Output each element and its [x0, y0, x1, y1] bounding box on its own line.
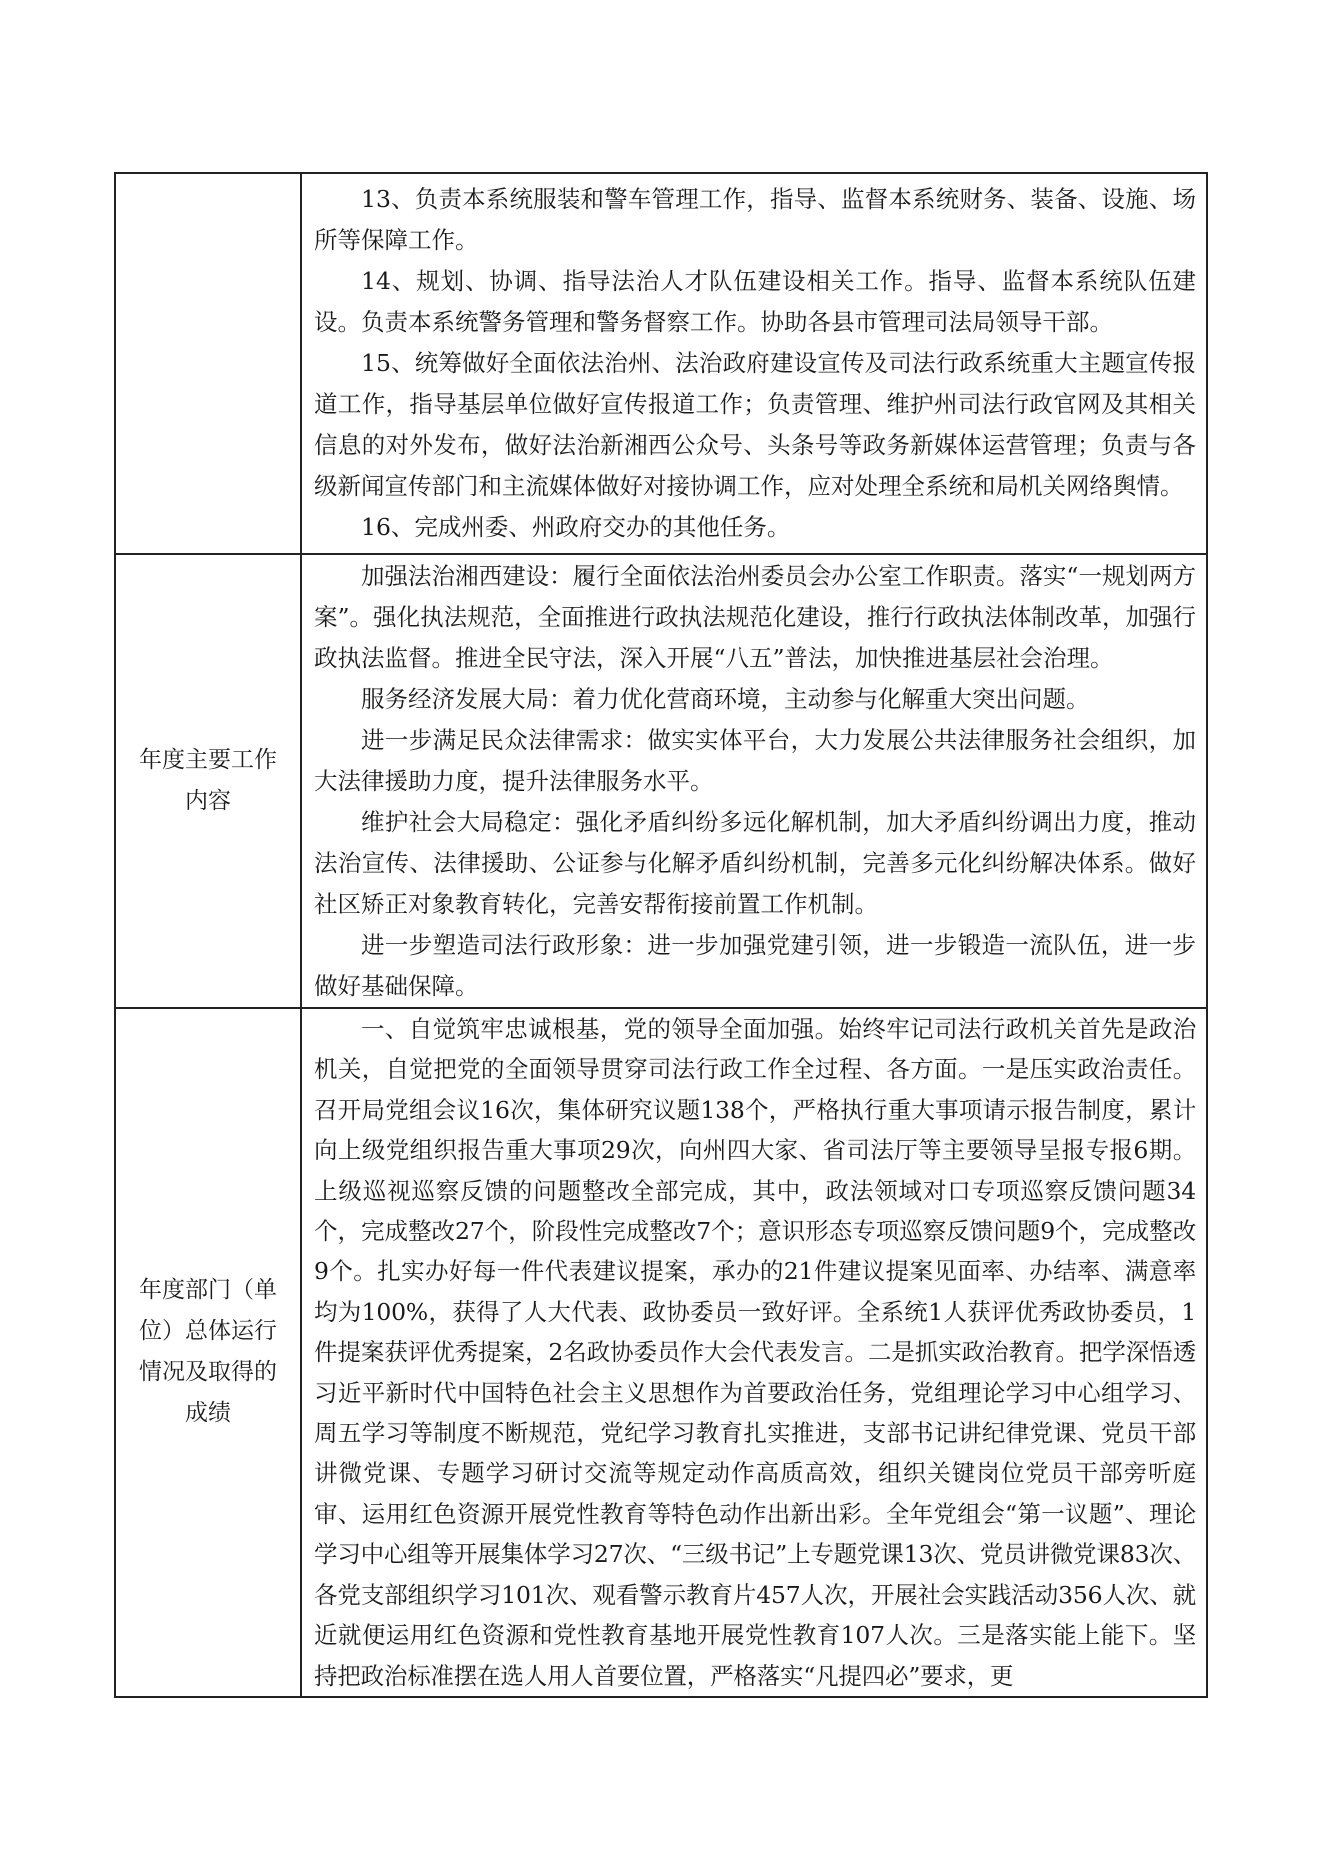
paragraph: 进一步塑造司法行政形象：进一步加强党建引领，进一步锻造一流队伍，进一步做好基础保障。: [314, 930, 1196, 1000]
paragraph: 15、统筹做好全面依法治州、法治政府建设宣传及司法行政系统重大主题宣传报道工作，指导基层单位做好宣传报道工作；负责管理、维护州司法行政官网及其相关信息的对外发布，做好法治新湘西公众号、头条号等政务新媒体运营管理；负责与各级新闻宣传部门和主流媒体做好对接协调工作，应对处理全系统和局机关网络舆情。: [314, 349, 1196, 500]
table-row: [115, 554, 1207, 1008]
paragraph: 14、规划、协调、指导法治人才队伍建设相关工作。指导、监督本系统队伍建设。负责本系统警务管理和警务督察工作。协助各县市管理司法局领导干部。: [314, 267, 1196, 336]
paragraph: 16、完成州委、州政府交办的其他任务。: [361, 513, 791, 541]
paragraph: 一、自觉筑牢忠诚根基，党的领导全面加强。始终牢记司法行政机关首先是政治机关，自觉把党的全面领导贯穿司法行政工作全过程、各方面。一是压实政治责任。召开局党组会议16次，集体研究议题138个，严格执行重大事项请示报告制度，累计向上级党组织报告重大事项29次，向州四大家、省司法厅等主要领导呈报专报6期。上级巡视巡察反馈的问题整改全部完成，其中，政法领域对口专项巡察反馈问题34个，完成整改27个，阶段性完成整改7个；意识形态专项巡察反馈问题9个，完成整改9个。扎实办好每一件代表建议提案，承办的21件建议提案见面率、办结率、满意率均为100%，获得了人大代表、政协委员一致好评。全系统1人获评优秀政协委员，1件提案获评优秀提案，2名政协委员作大会代表发言。二是抓实政治教育。把学深悟透习近平新时代中国特色社会主义思想作为首要政治任务，党组理论学习中心组学习、周五学习等制度不断规范，党纪学习教育扎实推进，支部书记讲纪律党课、党员干部讲微党课、专题学习研讨交流等规定动作高质高效，组织关键岗位党员干部旁听庭审、运用红色资源开展党性教育等特色动作出新出彩。全年党组会“第一议题”、理论学习中心组等开展集体学习27次、“三级书记”上专题党课13次、党员讲微党课83次、各党支部组织学习101次、观看警示教育片457人次，开展社会实践活动356人次、就近就便运用红色资源和党性教育基地开展党性教育107人次。三是落实能上能下。坚持把政治标准摆在选人用人首要位置，严格落实“凡提四必”要求，更: [314, 1015, 1196, 1690]
paragraph: 进一步满足民众法律需求：做实实体平台，大力发展公共法律服务社会组织，加大法律援助力度，提升法律服务水平。: [314, 725, 1196, 795]
overall-performance-cell: [301, 1008, 1207, 1697]
document-table: [114, 172, 1208, 1698]
row-label-overall-performance: 年度部门（单位）总体运行情况及取得的成绩: [115, 1008, 301, 1697]
paragraph: 维护社会大局稳定：强化矛盾纠纷多远化解机制，加大矛盾纠纷调出力度，推动法治宣传、法律援助、公证参与化解矛盾纠纷机制，完善多元化纠纷解决体系。做好社区矫正对象教育转化，完善安帮衔接前置工作机制。: [314, 807, 1196, 918]
paragraph: 加强法治湘西建设：履行全面依法治州委员会办公室工作职责。落实“一规划两方案”。强化执法规范，全面推进行政执法规范化建设，推行行政执法体制改革，加强行政执法监督。推进全民守法，深入开展“八五”普法，加快推进基层社会治理。: [314, 561, 1196, 672]
paragraph: 13、负责本系统服装和警车管理工作，指导、监督本系统财务、装备、设施、场所等保障工作。: [314, 185, 1196, 254]
table-row: [115, 173, 1207, 554]
row-label-annual-work: 年度主要工作内容: [115, 554, 301, 1008]
paragraph: 服务经济发展大局：着力优化营商环境，主动参与化解重大突出问题。: [361, 684, 1090, 713]
duties-continued-cell: [301, 173, 1207, 554]
table-row: [115, 1008, 1207, 1697]
annual-work-cell: [301, 554, 1207, 1008]
row-label-empty: [115, 173, 301, 554]
